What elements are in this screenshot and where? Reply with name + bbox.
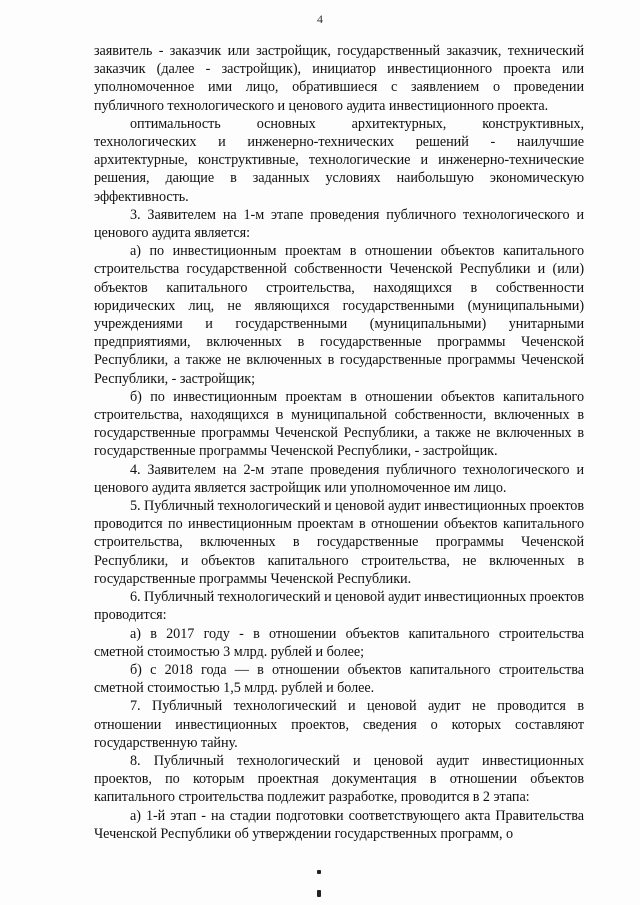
- paragraph-clause-3b: б) по инвестиционным проектам в отношении объектов капитального строительства, находящихся в муниципальной собственности, включенных в государственные программы Чеченской Республики, а также не включенных в государственные программы Чеченской Республики, - застройщик.: [94, 388, 584, 460]
- paragraph-clause-3: 3. Заявителем на 1-м этапе проведения публичного технологического и ценового аудита является:: [94, 206, 584, 242]
- paragraph-optimality-definition: оптимальность основных архитектурных, конструктивных, технологических и инженерно-технических решений - наилучшие архитектурные, конструктивные, технологические и инженерно-технические решения, дающие в заданных условиях наибольшую экономическую эффективность.: [94, 115, 584, 205]
- paragraph-clause-8a: а) 1-й этап - на стадии подготовки соответствующего акта Правительства Чеченской Республики об утверждении государственных программ, о: [94, 807, 584, 842]
- paragraph-clause-5: 5. Публичный технологический и ценовой аудит инвестиционных проектов проводится по инвестиционным проектам в отношении объектов капитального строительства, включенных в государственные программы Чеченской Республики, и объектов капитального строительства, не включенных в государственные программы Чеченской Республики.: [94, 498, 584, 587]
- paragraph-applicant-definition: заявитель - заказчик или застройщик, государственный заказчик, технический заказчик (далее - застройщик), инициатор инвестиционного проекта или уполномоченное ими лицо, обратившиеся с заявлением о проведении публичного технологического и ценового аудита инвестиционного проекта.: [94, 43, 584, 114]
- paragraph-clause-4: 4. Заявителем на 2-м этапе проведения публичного технологического и ценового аудита является застройщик или уполномоченное им лицо.: [94, 461, 584, 496]
- paragraph-clause-3a: а) по инвестиционным проектам в отношении объектов капитального строительства государственной собственности Чеченской Республики и (или) объектов капитального строительства, находящихся в собственности юридических лиц, не являющихся государственными (муниципальными) учреждениями и государственными (муниципальными) унитарными предприятиями, включенных в государственные программы Чеченской Республики, а также не включенных в государственные программы Чеченской Республики, - застройщик;: [94, 243, 584, 387]
- paragraph-clause-7: 7. Публичный технологический и ценовой аудит не проводится в отношении инвестиционных проектов, сведения о которых составляют государственную тайну.: [94, 698, 584, 751]
- document-body: [94, 42, 584, 843]
- scan-mark-bottom: [317, 890, 321, 897]
- paragraph-clause-8: 8. Публичный технологический и ценовой аудит инвестиционных проектов, по которым проектная документация в отношении объектов капитального строительства подлежит разработке, проводится в 2 этапа:: [94, 752, 584, 806]
- scan-mark-top: [317, 870, 321, 874]
- paragraph-clause-6a: а) в 2017 году - в отношении объектов капитального строительства сметной стоимостью 3 млрд. рублей и более;: [94, 625, 584, 660]
- paragraph-clause-6b: б) с 2018 года — в отношении объектов капитального строительства сметной стоимостью 1,5 млрд. рублей и более.: [94, 661, 584, 697]
- paragraph-clause-6: 6. Публичный технологический и ценовой аудит инвестиционных проектов проводится:: [94, 589, 584, 624]
- page-number: 4: [317, 12, 323, 26]
